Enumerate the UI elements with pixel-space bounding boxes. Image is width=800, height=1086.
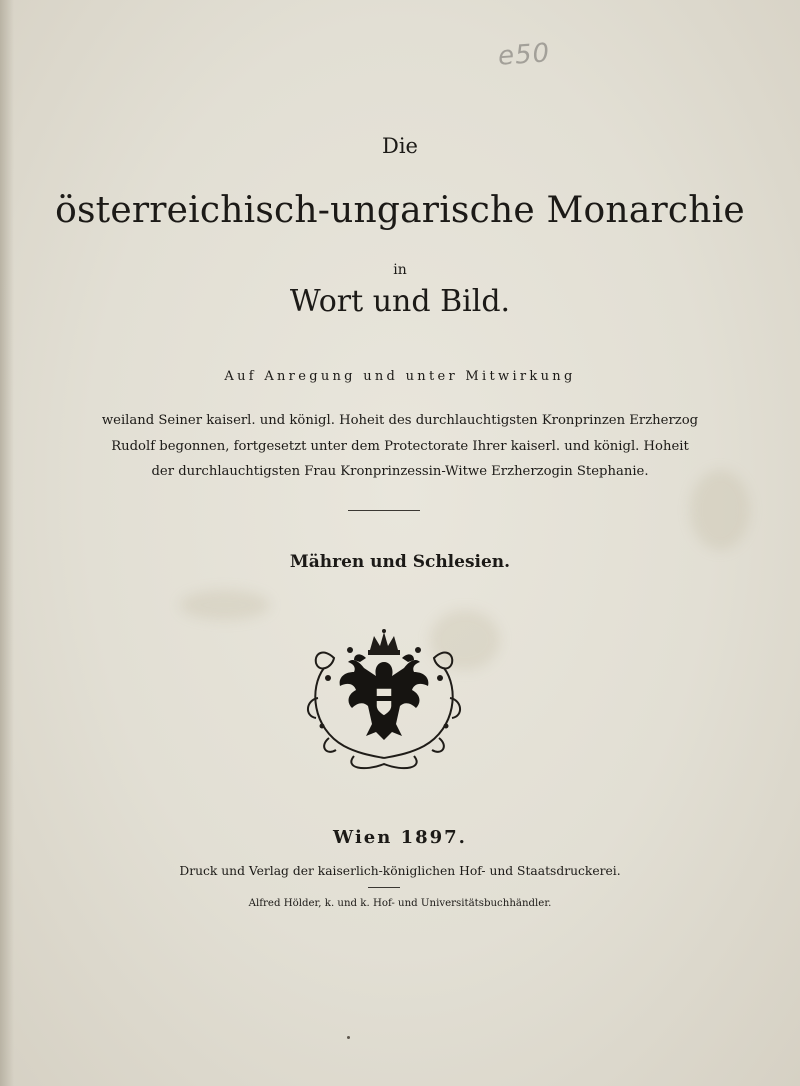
title-die: Die (382, 134, 418, 158)
paper-stain (180, 590, 270, 620)
main-title: österreichisch-ungarische Monarchie (55, 190, 745, 231)
imprint-printer: Druck und Verlag der kaiserlich-königlichen Hof- und Staatsdruckerei. (179, 864, 621, 878)
title-in: in (393, 262, 407, 278)
anregung-line: Auf Anregung und unter Mitwirkung (224, 369, 576, 384)
paper-stain (690, 470, 750, 550)
subtitle: Wort und Bild. (289, 284, 511, 319)
dedication-line-1: weiland Seiner kaiserl. und königl. Hoheit des durchlauchtigsten Kronprinzen Erzherzog (101, 413, 699, 428)
imprint-publisher: Alfred Hölder, k. und k. Hof- und Universitätsbuchhändler. (248, 898, 552, 909)
dedication-line-3: der durchlauchtigsten Frau Kronprinzessin-Witwe Erzherzogin Stephanie. (151, 464, 649, 479)
paper-speck (347, 1036, 350, 1039)
volume-region-title: Mähren und Schlesien. (289, 552, 511, 572)
pencil-note: e50 (497, 38, 552, 72)
imprint-divider (368, 887, 400, 888)
page-spine-shadow (0, 0, 14, 1086)
dedication-line-2: Rudolf begonnen, fortgesetzt unter dem Protectorate Ihrer kaiserl. und königl. Hoheit (111, 439, 689, 454)
imprint-city-year: Wien 1897. (333, 827, 467, 848)
double-headed-eagle-crest-icon (304, 628, 464, 773)
divider-rule (348, 510, 420, 511)
